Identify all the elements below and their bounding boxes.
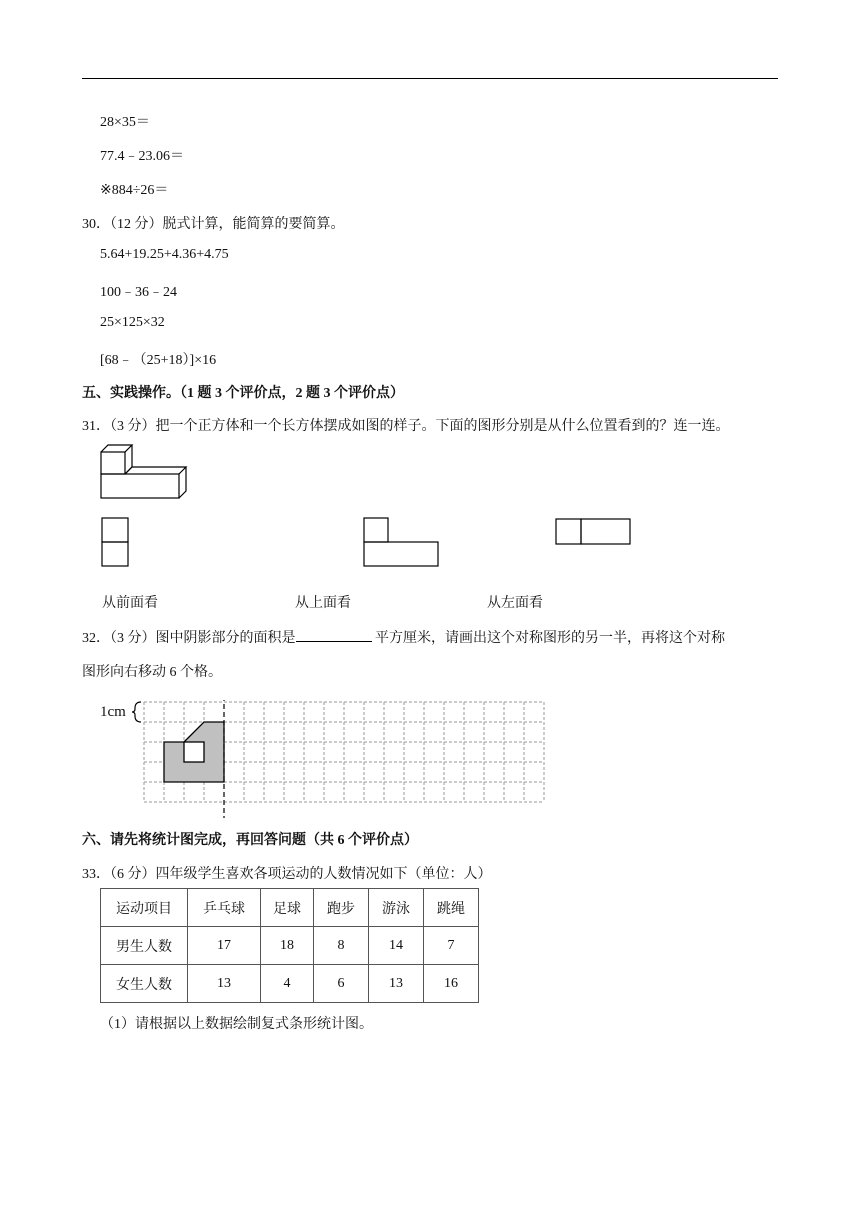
- q32-line-2: 图形向右移动 6 个格。: [82, 665, 222, 680]
- q31-title: 31．（3 分）把一个正方体和一个长方体摆成如图的样子。下面的图形分别是从什么位置看到的？连一连。: [82, 419, 730, 434]
- section5-heading: 五、实践操作。（1 题 3 个评价点，2 题 3 个评价点）: [82, 386, 404, 401]
- table-cell: 8: [314, 927, 369, 965]
- q32-line-1: [82, 627, 725, 647]
- q31-label-top: 从上面看: [295, 596, 351, 611]
- table-header-cell: 运动项目: [101, 889, 188, 927]
- scale-label: 1cm: [100, 704, 126, 720]
- sports-table: [100, 888, 479, 1003]
- table-cell: 17: [188, 927, 261, 965]
- table-cell: 4: [261, 965, 314, 1003]
- header-rule: [82, 78, 778, 79]
- q30-title: 30．（12 分）脱式计算，能简算的要简算。: [82, 217, 345, 232]
- table-header-row: [101, 889, 479, 927]
- q31-label-front: 从前面看: [102, 596, 158, 611]
- table-cell: 14: [369, 927, 424, 965]
- q33-sub1: （1）请根据以上数据绘制复式条形统计图。: [100, 1017, 373, 1032]
- q30-item-3: 25×125×32: [100, 315, 165, 330]
- table-header-cell: 游泳: [369, 889, 424, 927]
- table-cell: 16: [424, 965, 479, 1003]
- section6-heading: 六、请先将统计图完成，再回答问题（共 6 个评价点）: [82, 833, 418, 848]
- table-cell: 6: [314, 965, 369, 1003]
- q30-item-2: 100﹣36﹣24: [100, 285, 177, 300]
- table-cell: 女生人数: [101, 965, 188, 1003]
- inner-square: [184, 742, 204, 762]
- q31-label-left: 从左面看: [487, 596, 543, 611]
- table-cell: 18: [261, 927, 314, 965]
- table-header-cell: 足球: [261, 889, 314, 927]
- q32-text-b: 平方厘米，请画出这个对称图形的另一半，再将这个对称: [375, 631, 725, 646]
- q29-item-3: ※884÷26＝: [100, 183, 169, 198]
- table-header-cell: 跑步: [314, 889, 369, 927]
- q33-title: 33．（6 分）四年级学生喜欢各项运动的人数情况如下（单位：人）: [82, 867, 492, 882]
- table-cell: 男生人数: [101, 927, 188, 965]
- q30-item-4: [68﹣（25+18）]×16: [100, 353, 217, 368]
- table-header-cell: 乒乓球: [188, 889, 261, 927]
- table-row: [101, 965, 479, 1003]
- scale-brace: [132, 702, 141, 722]
- q29-item-2: 77.4﹣23.06＝: [100, 149, 184, 164]
- q32-grid-figure: [130, 700, 550, 820]
- table-row: [101, 927, 479, 965]
- q31-view-a: [100, 516, 132, 570]
- table-cell: 13: [188, 965, 261, 1003]
- q32-text-a: 32．（3 分）图中阴影部分的面积是: [82, 631, 296, 646]
- q31-view-b: [362, 516, 442, 570]
- table-cell: 13: [369, 965, 424, 1003]
- q31-view-c: [554, 517, 634, 547]
- q30-item-1: 5.64+19.25+4.36+4.75: [100, 247, 229, 262]
- q32-answer-blank[interactable]: [296, 627, 372, 642]
- q29-item-1: 28×35＝: [100, 115, 150, 130]
- table-cell: 7: [424, 927, 479, 965]
- q31-solid-figure: [96, 440, 192, 506]
- table-header-cell: 跳绳: [424, 889, 479, 927]
